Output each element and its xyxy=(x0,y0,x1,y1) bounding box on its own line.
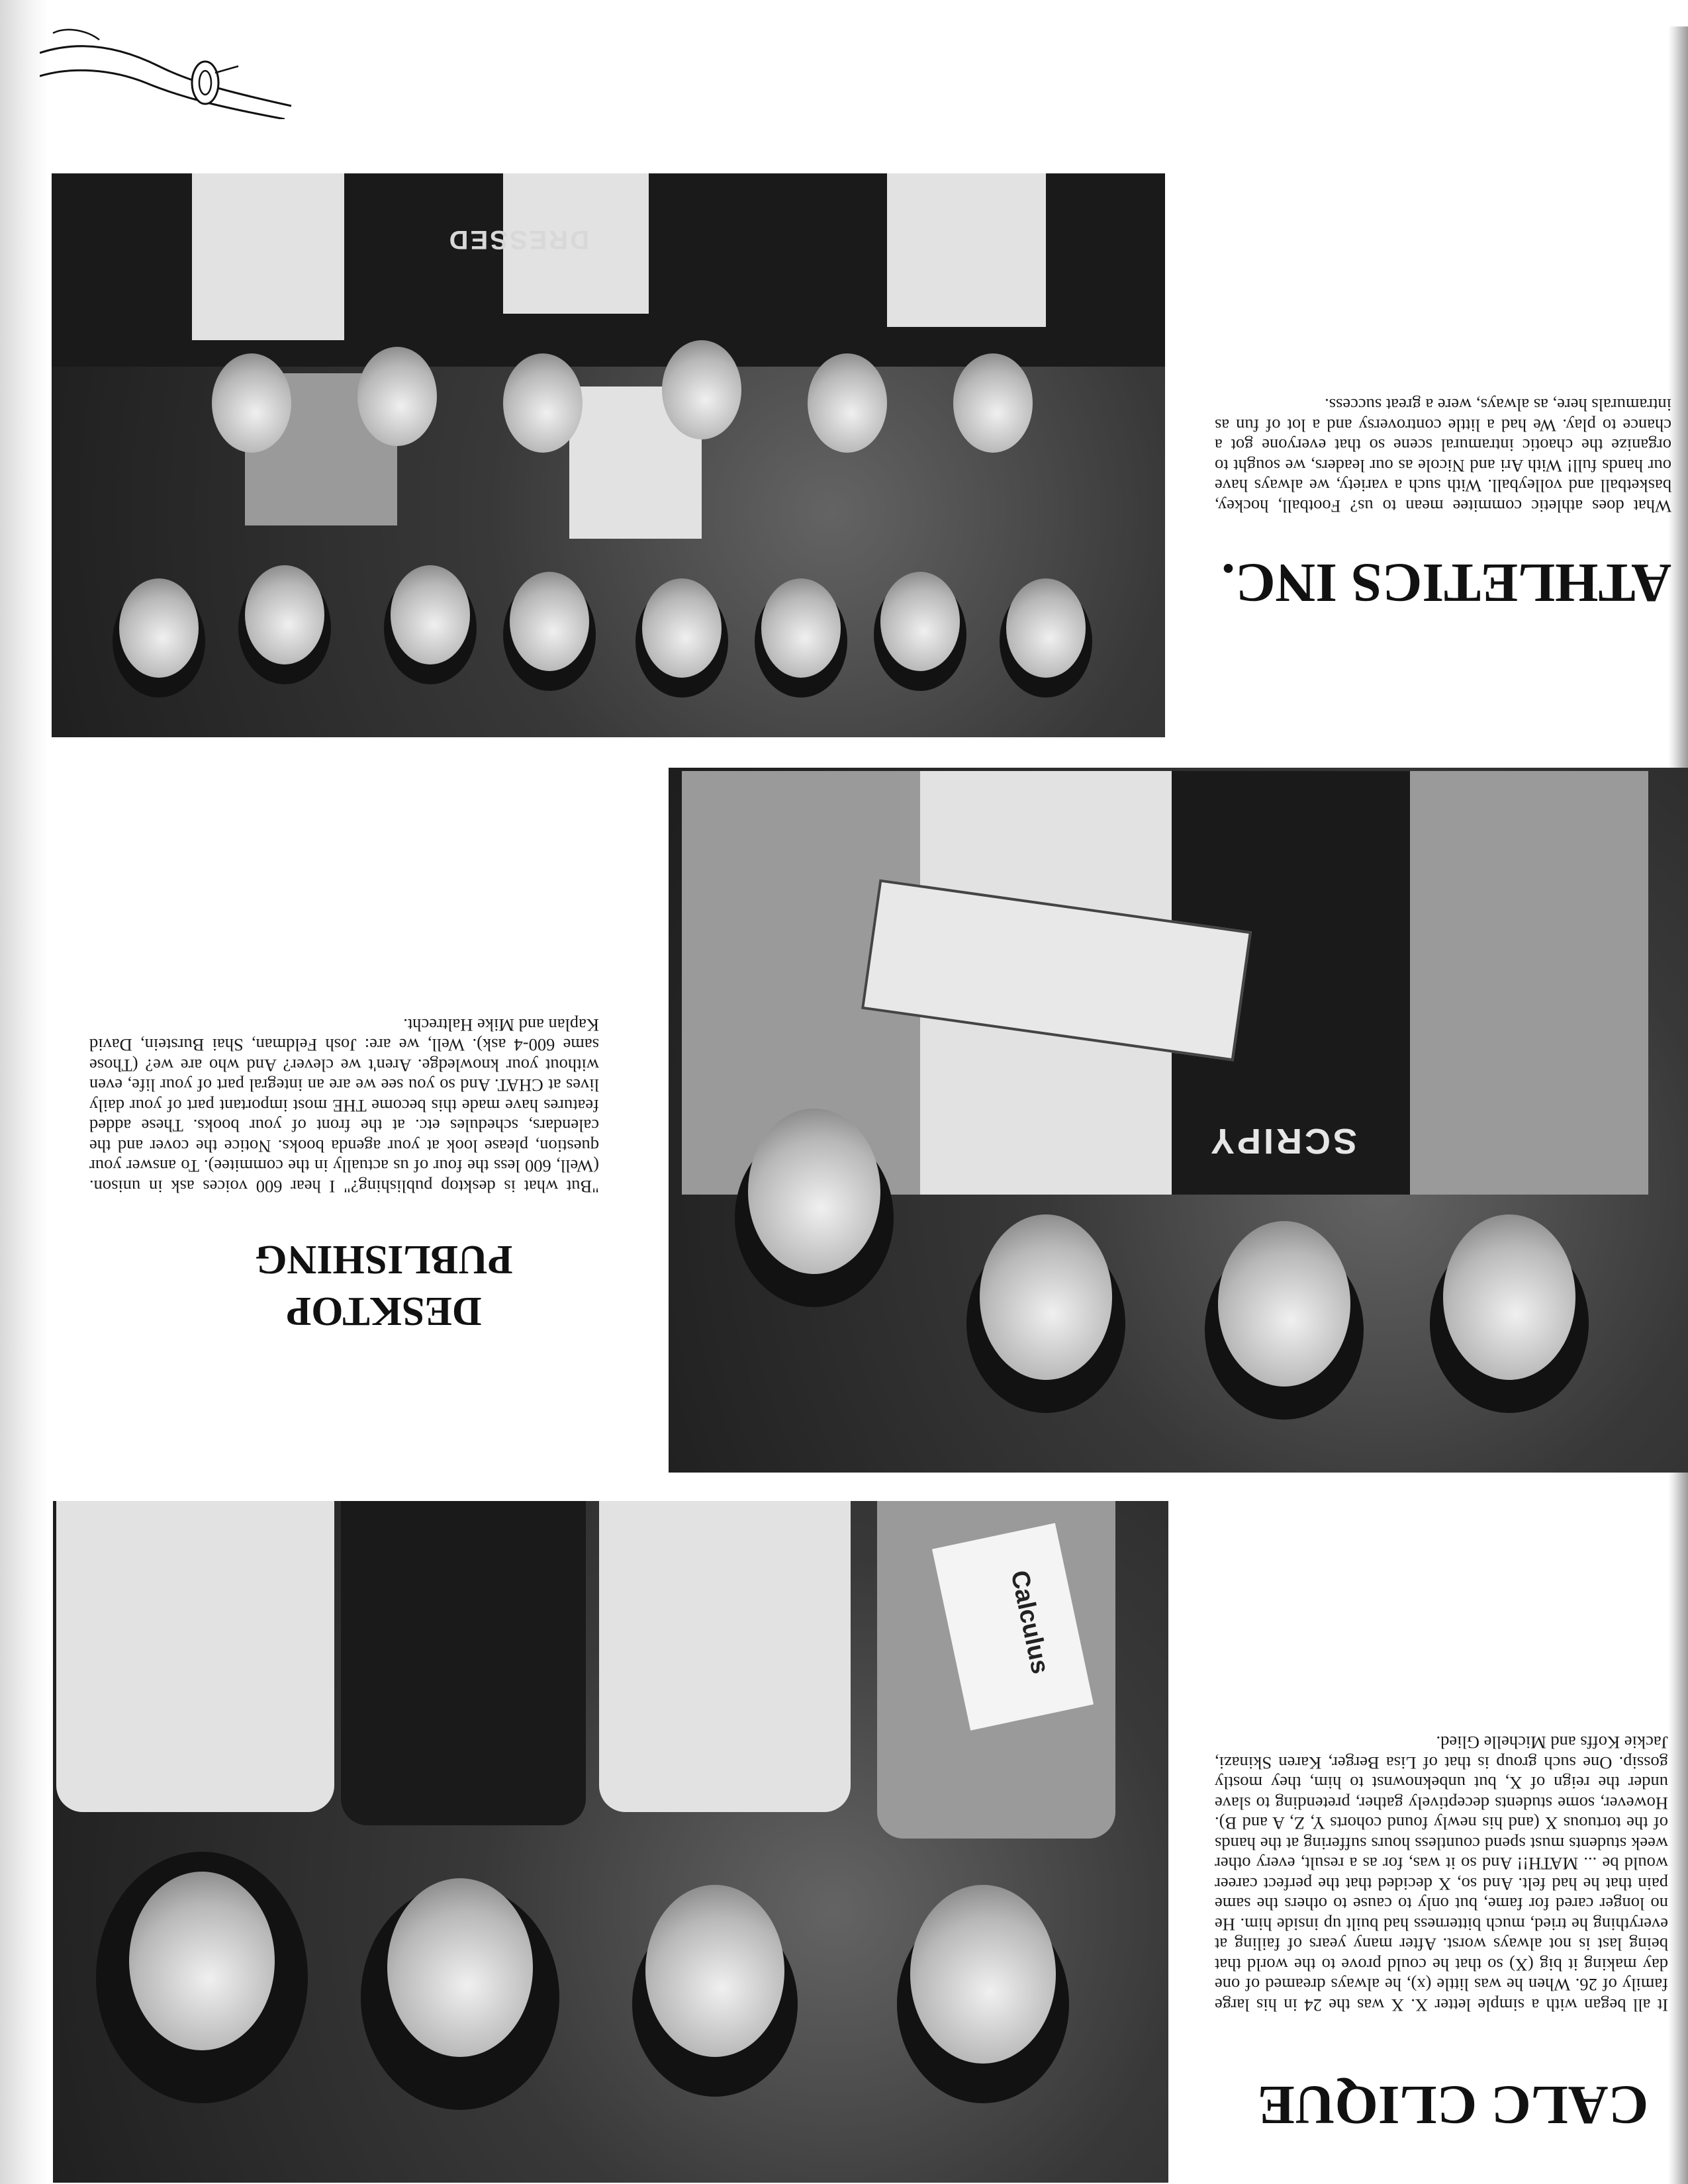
desktop-publishing-text: "But what is desktop publishing?" I hear 600 voices ask in unison. (Well, 600 less the four of us actually in the commitee). To answer your question, please look at your agenda books. Notice the cover and the calendars, schedules etc. at the front of your books. These added features have made this become THE most important part of your daily lives at CHAT. And so you see we are an integral part of your life, even without your knowledge. Aren't we clever? And who are we? (Those same 600-4 ask). Well, we are: Josh Feldman, Shai Burstein, David Kaplan and Mike Haltrecht. xyxy=(89,1015,599,1197)
scripy-shirt-text: SCRIPY xyxy=(1207,1121,1357,1161)
hand-doodle-illustration xyxy=(40,20,298,119)
desktop-publishing-photo xyxy=(669,768,1688,1473)
calculus-book-label: Calculus xyxy=(1005,1568,1055,1676)
desktop-publishing-title: DESKTOP PUBLISHING xyxy=(255,1237,513,1334)
athletics-inc-title: ATHLETICS INC. xyxy=(1221,552,1671,614)
scan-edge-left xyxy=(0,0,48,2184)
calc-clique-text: It all began with a simple letter X. X was the 24 in his large family of 26. When he was little (x), he always dreamed of one day making it big (X) so that he could prove to the world that being last is not always worst. After many years of failing at everything he tried, much bitterness had built up inside him. He no longer cared for fame, but only to cause to others the same pain that he had felt. And so, X decided that the perfect career would be ... MATH!! And so it was, for as a result, every other week students must spend countless hours suffering at the hands of the tortuous X (and his newly found cohorts Y, Z, A and B). However, some students deceptively gather, pretending to slave under the reign of X, but unbeknownst to him, they mostly gossip. One such group is that of Lisa Berger, Karen Skinazi, Jackie Koffs and Michelle Glied. xyxy=(1215,1733,1668,2015)
athletics-inc-photo xyxy=(52,173,1165,737)
dressed-shirt-text: DRESSED xyxy=(447,225,589,254)
calc-clique-photo xyxy=(53,1501,1168,2183)
athletics-inc-text: What does athletic commitee mean to us? Football, hockey, basketball and volleyball. With such a variety, we always have our hands full! With Ari and Nicole as our leaders, we sought to organize the chaotic intramural scene so that everyone got a chance to play. We had a little controversy and a lot of fun as intramurals here, as always, were a great success. xyxy=(1215,395,1671,516)
calc-clique-title: CALC CLIQUE xyxy=(1257,2074,1649,2136)
